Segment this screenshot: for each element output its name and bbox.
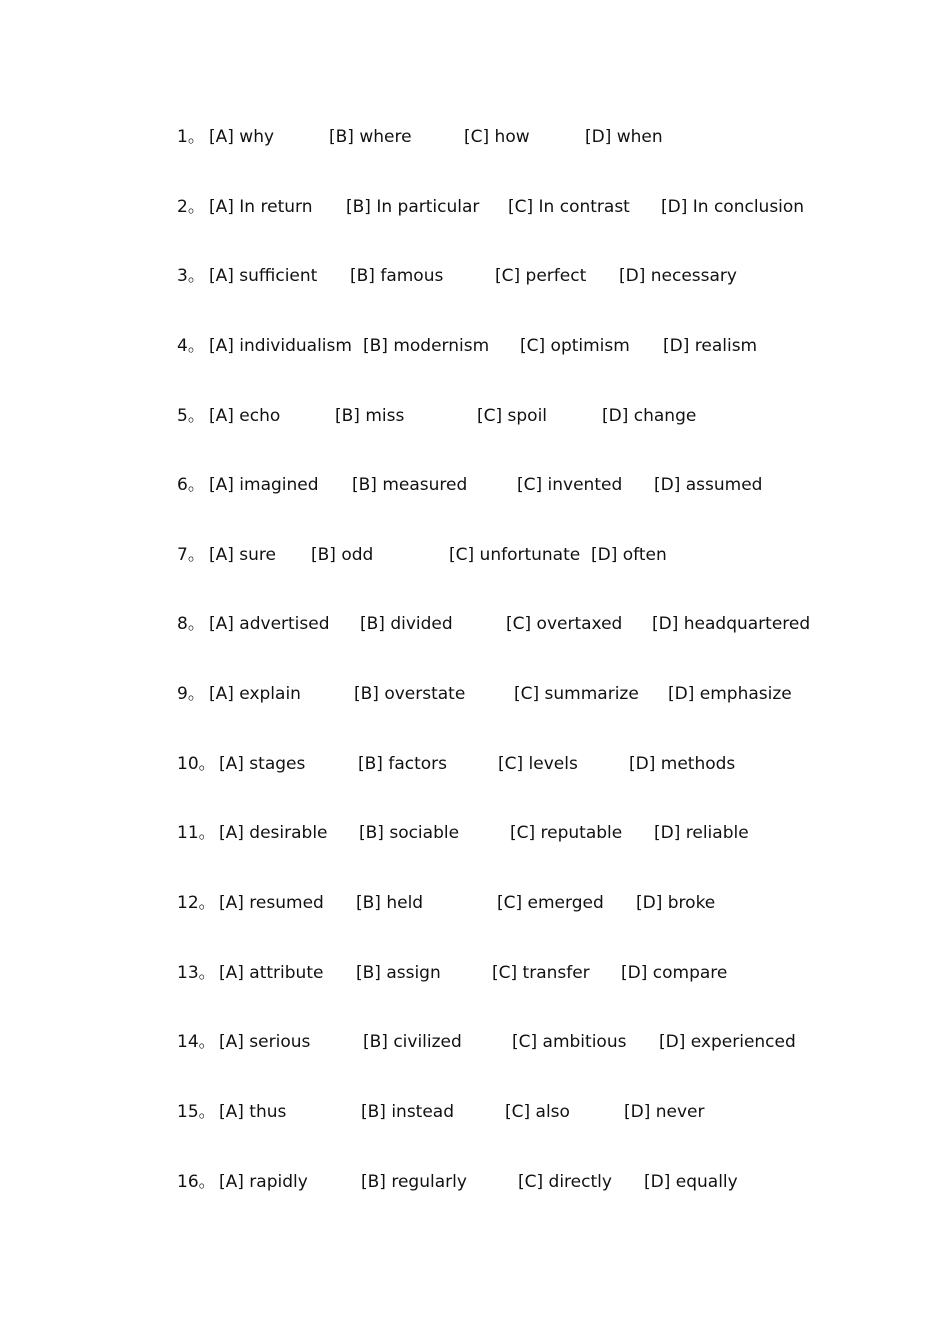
option-c: [C] also [505,1102,570,1122]
option-c: [C] summarize [514,684,639,704]
option-b: [B] In particular [346,197,480,217]
option-d: [D] change [602,406,697,426]
question-number: 5。 [177,406,205,426]
option-a: [A] rapidly [219,1172,308,1192]
option-c: [C] how [464,127,530,147]
option-c: [C] perfect [495,266,587,286]
question-number: 13。 [177,963,216,983]
option-a: [A] echo [209,406,281,426]
option-d: [D] emphasize [668,684,792,704]
option-a: [A] desirable [219,823,328,843]
option-d: [D] headquartered [652,614,811,634]
option-c: [C] unfortunate [449,545,581,565]
option-d: [D] realism [663,336,758,356]
option-d: [D] never [624,1102,705,1122]
option-a: [A] sure [209,545,277,565]
question-number: 11。 [177,823,216,843]
option-d: [D] methods [629,754,736,774]
option-d: [D] reliable [654,823,749,843]
option-c: [C] spoil [477,406,548,426]
question-row [0,401,950,431]
question-row [0,192,950,222]
option-c: [C] transfer [492,963,590,983]
question-number: 9。 [177,684,205,704]
option-b: [B] regularly [361,1172,467,1192]
option-d: [D] broke [636,893,716,913]
option-a: [A] thus [219,1102,287,1122]
option-a: [A] sufficient [209,266,318,286]
option-b: [B] where [329,127,412,147]
option-a: [A] In return [209,197,313,217]
question-row [0,122,950,152]
option-b: [B] sociable [359,823,460,843]
question-number: 10。 [177,754,216,774]
option-b: [B] assign [356,963,441,983]
option-b: [B] divided [360,614,453,634]
option-a: [A] explain [209,684,301,704]
option-b: [B] measured [352,475,468,495]
question-row [0,1167,950,1197]
option-a: [A] individualism [209,336,352,356]
question-row [0,331,950,361]
question-row [0,958,950,988]
question-number: 12。 [177,893,216,913]
question-number: 1。 [177,127,205,147]
question-number: 14。 [177,1032,216,1052]
option-c: [C] ambitious [512,1032,627,1052]
option-d: [D] equally [644,1172,738,1192]
option-d: [D] when [585,127,663,147]
question-row [0,749,950,779]
question-number: 8。 [177,614,205,634]
question-number: 2。 [177,197,205,217]
question-row [0,609,950,639]
question-number: 16。 [177,1172,216,1192]
question-number: 7。 [177,545,205,565]
option-b: [B] overstate [354,684,466,704]
option-b: [B] factors [358,754,447,774]
question-row [0,261,950,291]
question-row [0,818,950,848]
option-c: [C] directly [518,1172,612,1192]
question-number: 3。 [177,266,205,286]
option-d: [D] compare [621,963,728,983]
question-row [0,1097,950,1127]
option-c: [C] In contrast [508,197,630,217]
option-b: [B] instead [361,1102,455,1122]
option-a: [A] stages [219,754,306,774]
option-a: [A] serious [219,1032,311,1052]
option-d: [D] In conclusion [661,197,805,217]
option-a: [A] imagined [209,475,319,495]
option-b: [B] odd [311,545,374,565]
question-row [0,1027,950,1057]
option-d: [D] assumed [654,475,763,495]
question-number: 15。 [177,1102,216,1122]
option-a: [A] attribute [219,963,324,983]
option-b: [B] famous [350,266,444,286]
option-b: [B] miss [335,406,405,426]
question-row [0,540,950,570]
question-row [0,888,950,918]
option-c: [C] invented [517,475,623,495]
option-c: [C] levels [498,754,578,774]
option-c: [C] reputable [510,823,623,843]
option-a: [A] advertised [209,614,330,634]
option-c: [C] emerged [497,893,604,913]
question-row [0,470,950,500]
option-d: [D] experienced [659,1032,796,1052]
option-d: [D] often [591,545,667,565]
question-number: 4。 [177,336,205,356]
option-c: [C] optimism [520,336,630,356]
option-a: [A] why [209,127,275,147]
option-b: [B] held [356,893,424,913]
option-b: [B] civilized [363,1032,462,1052]
question-row [0,679,950,709]
option-d: [D] necessary [619,266,737,286]
option-a: [A] resumed [219,893,324,913]
option-c: [C] overtaxed [506,614,623,634]
option-b: [B] modernism [363,336,490,356]
question-number: 6。 [177,475,205,495]
